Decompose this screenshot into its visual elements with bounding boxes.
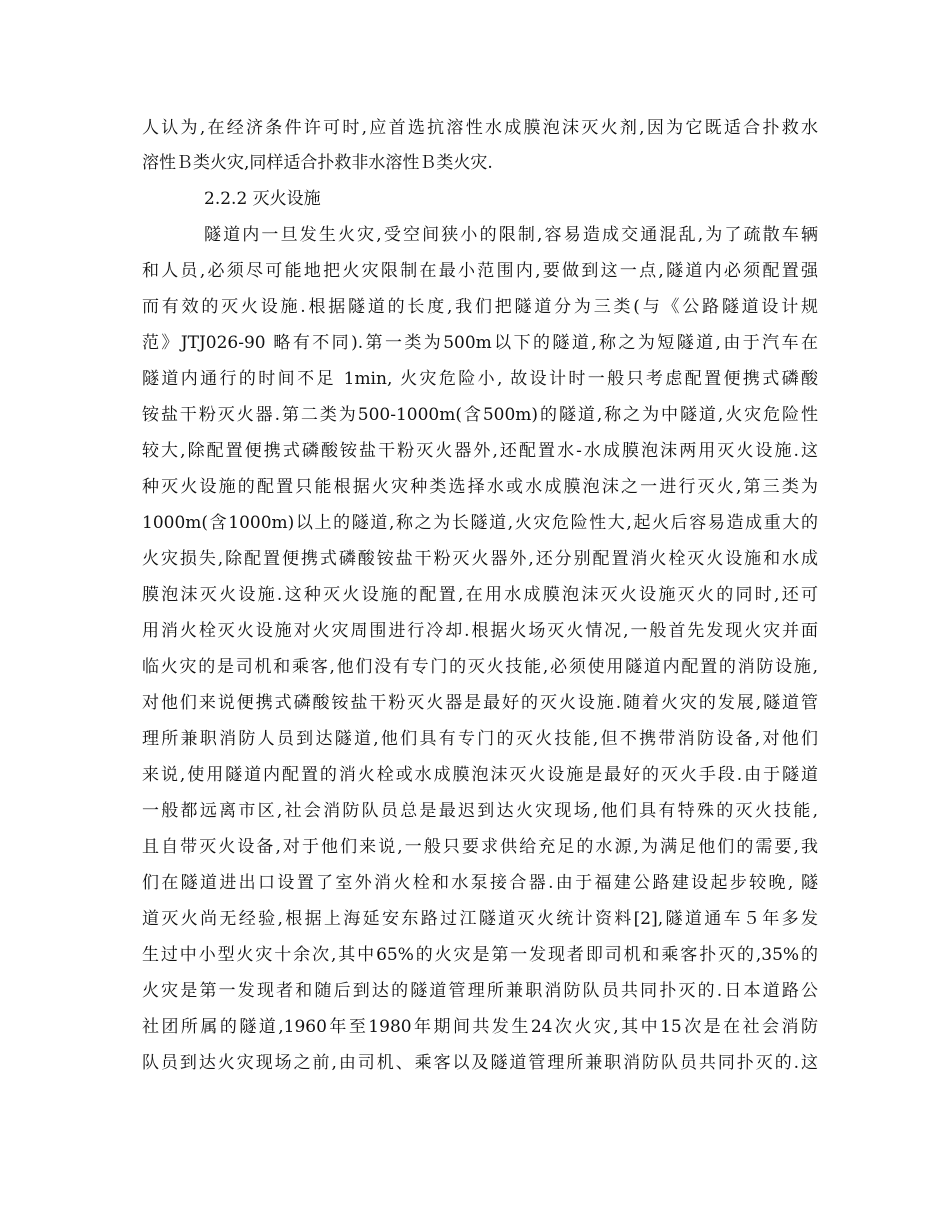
paragraph-line: 和人员,必须尽可能地把火灾限制在最小范围内,要做到这一点,隧道内必须配置强 [142,261,818,281]
paragraph-line: 较大,除配置便携式磷酸铵盐干粉灭火器外,还配置水-水成膜泡沫两用灭火设施.这 [142,441,818,461]
paragraph-line: 来说,使用隧道内配置的消火栓或水成膜泡沫灭火设施是最好的灭火手段.由于隧道 [142,765,818,785]
paragraph-line: 种灭火设施的配置只能根据火灾种类选择水或水成膜泡沫之一进行灭火,第三类为 [142,477,818,497]
paragraph-line: 临火灾的是司机和乘客,他们没有专门的灭火技能,必须使用隧道内配置的消防设施, [142,657,818,677]
paragraph-line: 而有效的灭火设施.根据隧道的长度,我们把隧道分为三类(与《公路隧道设计规 [142,297,818,317]
paragraph-line: 隧道内一旦发生火灾,受空间狭小的限制,容易造成交通混乱,为了疏散车辆 [204,225,818,245]
paragraph-line: 对他们来说便携式磷酸铵盐干粉灭火器是最好的灭火设施.随着火灾的发展,隧道管 [142,693,818,713]
section-heading: 2.2.2 灭火设施 [204,189,321,209]
paragraph-line: 生过中小型火灾十余次,其中65%的火灾是第一发现者即司机和乘客扑灭的,35%的 [142,945,818,965]
paragraph-line: 膜泡沫灭火设施.这种灭火设施的配置,在用水成膜泡沫灭火设施灭火的同时,还可 [142,585,818,605]
paragraph-line: 人认为,在经济条件许可时,应首选抗溶性水成膜泡沫灭火剂,因为它既适合扑救水 [142,118,818,138]
paragraph-line: 们在隧道进出口设置了室外消火栓和水泵接合器.由于福建公路建设起步较晚, 隧 [142,873,818,893]
paragraph-line: 隧道内通行的时间不足 1min, 火灾危险小, 故设计时一般只考虑配置便携式磷酸 [142,369,818,389]
paragraph-line: 且自带灭火设备,对于他们来说,一般只要求供给充足的水源,为满足他们的需要,我 [142,837,818,857]
paragraph-line: 用消火栓灭火设施对火灾周围进行冷却.根据火场灭火情况,一般首先发现火灾并面 [142,621,818,641]
paragraph-line: 铵盐干粉灭火器.第二类为500-1000m(含500m)的隧道,称之为中隧道,火灾危险性 [142,405,818,425]
paragraph-line: 溶性Ｂ类火灾,同样适合扑救非水溶性Ｂ类火灾. [142,153,493,173]
paragraph-line: 一般都远离市区,社会消防队员总是最迟到达火灾现场,他们具有特殊的灭火技能, [142,801,818,821]
paragraph-line: 社团所属的隧道,1960年至1980年期间共发生24次火灾,其中15次是在社会消防 [142,1017,818,1037]
paragraph-line: 理所兼职消防人员到达隧道,他们具有专门的灭火技能,但不携带消防设备,对他们 [142,729,818,749]
paragraph-line: 道灭火尚无经验,根据上海延安东路过江隧道灭火统计资料[2],隧道通车５年多发 [142,909,818,929]
paragraph-line: 火灾损失,除配置便携式磷酸铵盐干粉灭火器外,还分别配置消火栓灭火设施和水成 [142,549,818,569]
paragraph-line: 队员到达火灾现场之前,由司机、乘客以及隧道管理所兼职消防队员共同扑灭的.这 [142,1053,818,1073]
paragraph-line: 范》JTJ026-90 略有不同).第一类为500m以下的隧道,称之为短隧道,由于汽车在 [142,333,818,353]
paragraph-line: 1000m(含1000m)以上的隧道,称之为长隧道,火灾危险性大,起火后容易造成重大的 [142,513,818,533]
paragraph-line: 火灾是第一发现者和随后到达的隧道管理所兼职消防队员共同扑灭的.日本道路公 [142,981,818,1001]
